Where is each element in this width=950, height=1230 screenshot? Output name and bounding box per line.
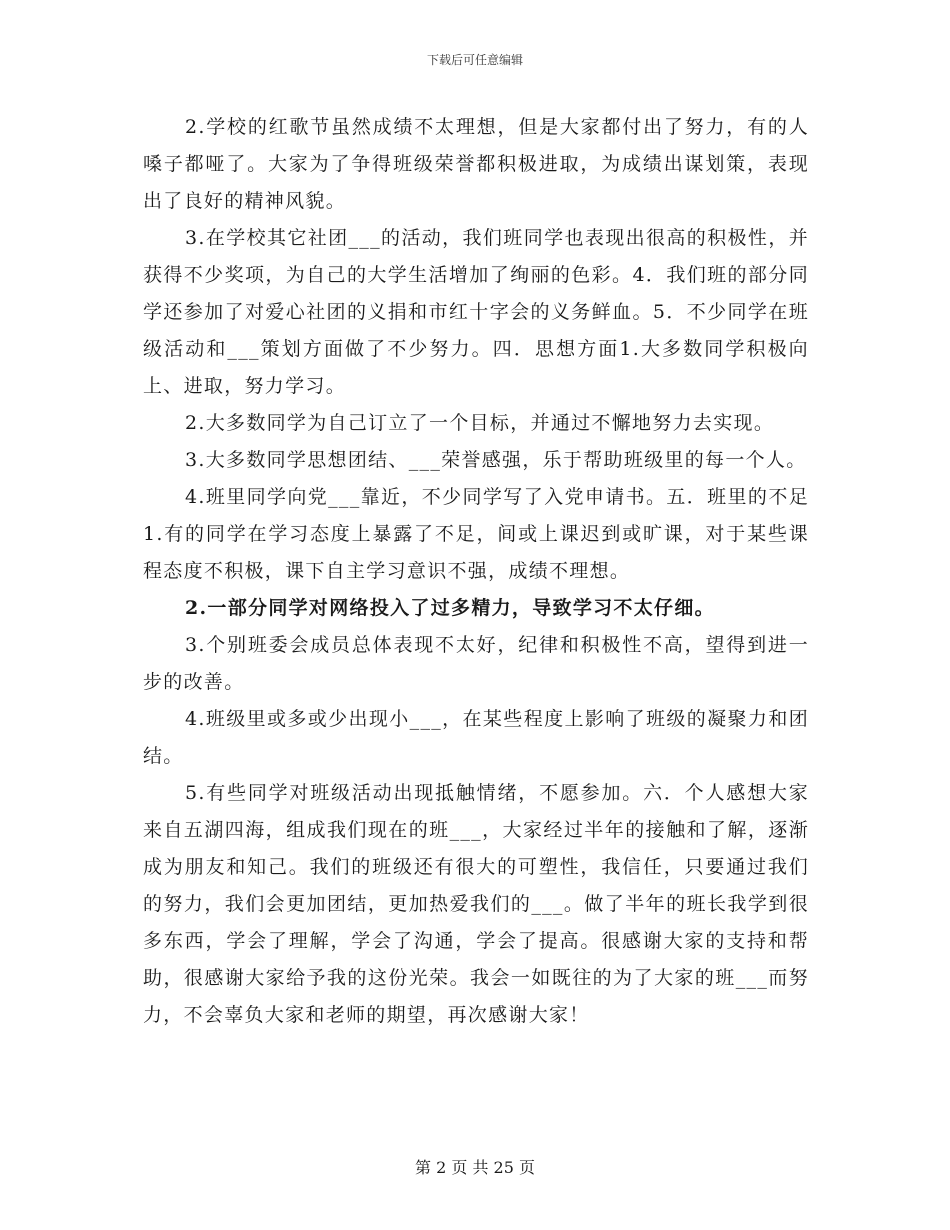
paragraph-3: 2.大多数同学为自己订立了一个目标，并通过不懈地努力去实现。: [185, 412, 775, 434]
paragraph-1: 2.学校的红歌节虽然成绩不太理想，但是大家都付出了努力，有的人嗓子都哑了。大家为了争得班级荣誉都积极进取，为成绩出谋划策，表现出了良好的精神风貌。: [143, 116, 809, 212]
paragraph-5: 4.班里同学向党___靠近，不少同学写了入党申请书。五．班里的不足1.有的同学在学习态度上暴露了不足，间或上课迟到或旷课，对于某些课程态度不积极，课下自主学习意识不强，成绩不理想。: [143, 486, 809, 582]
page-header: 下载后可任意编辑: [426, 53, 523, 67]
paragraph-9: 5.有些同学对班级活动出现抵触情绪，不愿参加。六．个人感想大家来自五湖四海，组成我们现在的班___，大家经过半年的接触和了解，逐渐成为朋友和知己。我们的班级还有很大的可塑性，我信任，只要通过我们的努力，我们会更加团结，更加热爱我们的___。做了半年的班长我学到很多东西，学会了理解，学会了沟通，学会了提高。很感谢大家的支持和帮助，很感谢大家给予我的这份光荣。我会一如既往的为了大家的班___而努力，不会辜负大家和老师的期望，再次感谢大家！: [143, 782, 809, 1026]
document-body: [143, 109, 809, 1034]
paragraph-4: 3.大多数同学思想团结、___荣誉感强，乐于帮助班级里的每一个人。: [185, 449, 807, 471]
page-number-footer: 第 2 页 共 25 页: [415, 1158, 535, 1177]
paragraph-7: 3.个别班委会成员总体表现不太好，纪律和积极性不高，望得到进一步的改善。: [143, 634, 809, 693]
paragraph-8: 4.班级里或多或少出现小___，在某些程度上影响了班级的凝聚力和团结。: [143, 708, 809, 767]
paragraph-2: 3.在学校其它社团___的活动，我们班同学也表现出很高的积极性，并获得不少奖项，为自己的大学生活增加了绚丽的色彩。4．我们班的部分同学还参加了对爱心社团的义捐和市红十字会的义务鲜血。5．不少同学在班级活动和___策划方面做了不少努力。四．思想方面1.大多数同学积极向上、进取，努力学习。: [143, 227, 809, 397]
paragraph-6-bold: 2.一部分同学对网络投入了过多精力，导致学习不太仔细。: [185, 597, 715, 619]
